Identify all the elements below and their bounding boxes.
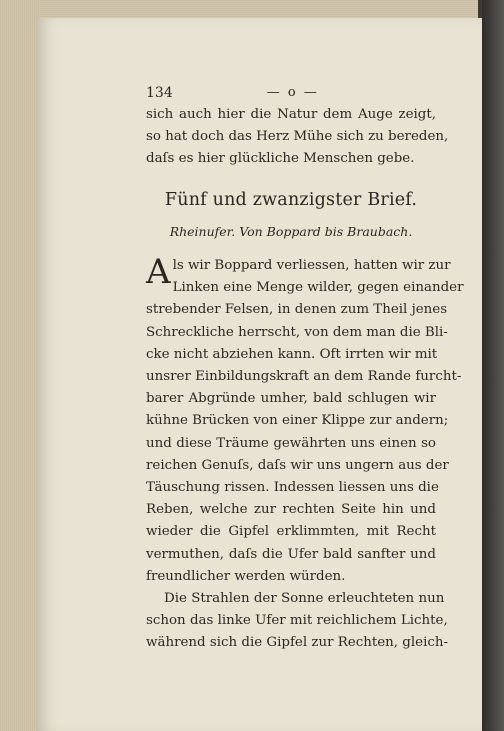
body-line: kühne Brücken von einer Klippe zur andern; — [146, 413, 449, 429]
body-line: Schreckliche herrscht, von dem man die Bli- — [146, 324, 448, 340]
chapter-subtitle: Rheinufer. Von Boppard bis Braubach. — [169, 223, 413, 239]
body-line: reichen Genuſs, daſs wir uns ungern aus der — [146, 457, 449, 473]
body-line: cke nicht abziehen kann. Oft irrten wir mit — [146, 346, 438, 362]
drop-cap: A — [146, 252, 171, 293]
body-line: strebender Felsen, in denen zum Theil jenes — [146, 302, 448, 318]
body-line: vermuthen, daſs die Ufer bald sanfter und — [146, 546, 436, 562]
body-line: Linken eine Menge wilder, gegen einander — [172, 280, 464, 296]
header-ornament: — o — — [266, 84, 319, 100]
body-line: und diese Träume gewährten uns einen so — [146, 435, 436, 451]
intro-line-1: sich auch hier die Natur dem Auge zeigt, — [146, 107, 436, 122]
book-cover-edge — [482, 0, 504, 731]
paragraph-2 — [146, 588, 449, 655]
page-number: 134 — [146, 84, 173, 101]
intro-line-3: daſs es hier glückliche Menschen gebe. — [146, 151, 415, 167]
body-line: Täuschung rissen. Indessen liessen uns die — [146, 480, 439, 496]
body-line: freundlicher werden würden. — [146, 568, 346, 584]
body-line: während sich die Gipfel zur Rechten, gleich- — [146, 635, 449, 651]
body-line: unsrer Einbildungskraft an dem Rande furcht- — [146, 369, 462, 385]
page-edges-left — [0, 0, 40, 731]
chapter-title: Fünf und zwanzigster Brief. — [164, 189, 418, 210]
paragraph-1 — [146, 252, 464, 588]
body-line: Reben, welche zur rechten Seite hin und — [146, 502, 436, 518]
body-line: schon das linke Ufer mit reichlichem Lichte, — [146, 613, 448, 629]
body-line: barer Abgründe umher, bald schlugen wir — [146, 391, 436, 407]
intro-line-2: so hat doch das Herz Mühe sich zu bereden, — [146, 129, 449, 145]
page-header — [146, 82, 436, 104]
body-line: ls wir Boppard verliessen, hatten wir zur — [172, 258, 451, 274]
body-line: Die Strahlen der Sonne erleuchteten nun — [164, 591, 445, 607]
body-line: wieder die Gipfel erklimmten, mit Recht — [146, 524, 436, 540]
page-text — [146, 82, 464, 655]
